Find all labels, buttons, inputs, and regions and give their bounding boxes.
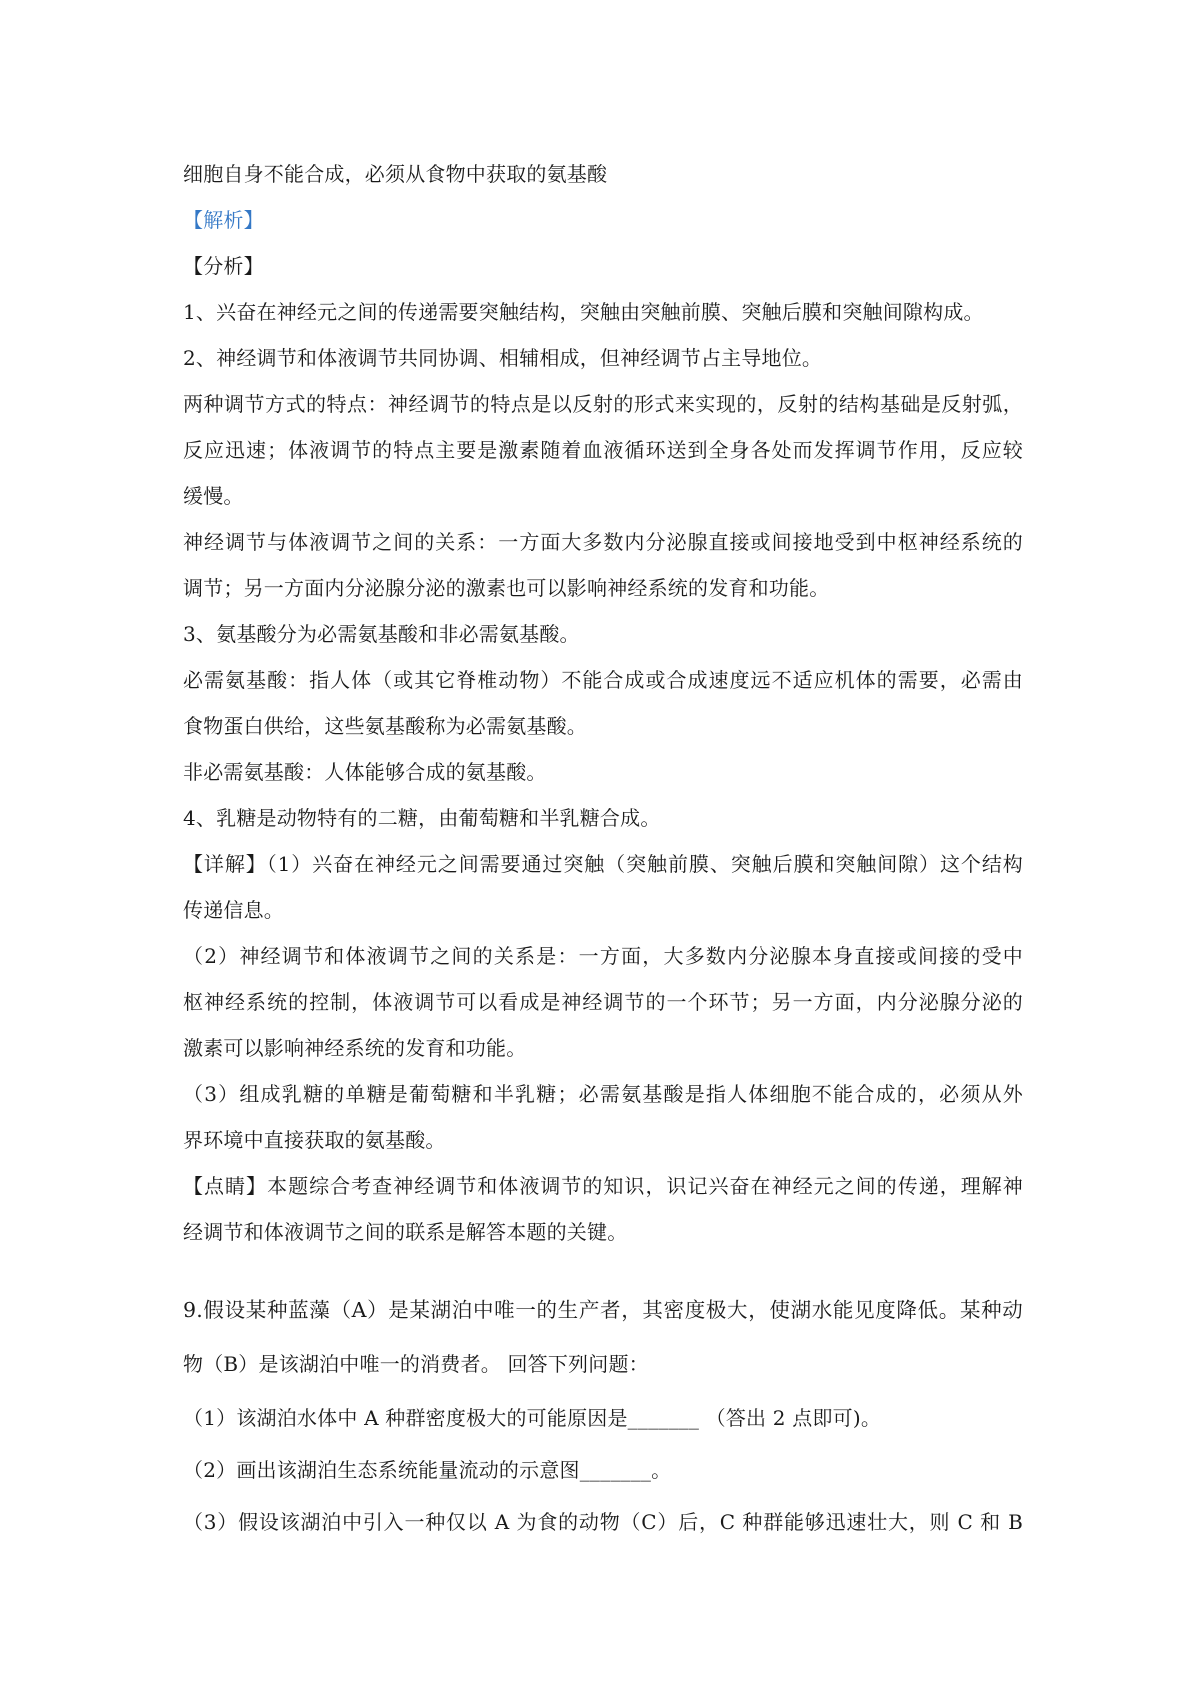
question-9-stem-continued: 物（B）是该湖泊中唯一的消费者。 回答下列问题： (183, 1352, 649, 1376)
text-line: 缓慢。 (183, 484, 244, 508)
text-line: 枢神经系统的控制，体液调节可以看成是神经调节的一个环节；另一方面，内分泌腺分泌的 (183, 990, 1023, 1014)
text-line: 非必需氨基酸：人体能够合成的氨基酸。 (183, 760, 547, 784)
text-line: 神经调节与体液调节之间的关系：一方面大多数内分泌腺直接或间接地受到中枢神经系统的 (183, 530, 1023, 554)
question-9-part-1: （1）该湖泊水体中 A 种群密度极大的可能原因是_______ （答出 2 点即可)。 (183, 1406, 882, 1430)
text-line: 必需氨基酸：指人体（或其它脊椎动物）不能合成或合成速度远不适应机体的需要，必需由 (183, 668, 1023, 692)
question-9-part-3: （3）假设该湖泊中引入一种仅以 A 为食的动物（C）后，C 种群能够迅速壮大，则 C 和 B (183, 1510, 1023, 1534)
text-line: 细胞自身不能合成，必须从食物中获取的氨基酸 (183, 162, 608, 186)
text-line: （3）组成乳糖的单糖是葡萄糖和半乳糖；必需氨基酸是指人体细胞不能合成的，必须从外 (183, 1082, 1023, 1106)
text-line: 【点睛】本题综合考查神经调节和体液调节的知识，识记兴奋在神经元之间的传递，理解神 (183, 1174, 1023, 1198)
section-heading-analysis: 【解析】 (183, 208, 264, 232)
text-line: 激素可以影响神经系统的发育和功能。 (183, 1036, 527, 1060)
text-line: 传递信息。 (183, 898, 284, 922)
text-line: 反应迅速；体液调节的特点主要是激素随着血液循环送到全身各处而发挥调节作用，反应较 (183, 438, 1023, 462)
text-line: 2、神经调节和体液调节共同协调、相辅相成，但神经调节占主导地位。 (183, 346, 823, 370)
subheading-fenxi: 【分析】 (183, 254, 264, 278)
text-line: 经调节和体液调节之间的联系是解答本题的关键。 (183, 1220, 628, 1244)
text-line: 两种调节方式的特点：神经调节的特点是以反射的形式来实现的，反射的结构基础是反射弧， (183, 392, 1023, 416)
text-line: 【详解】（1）兴奋在神经元之间需要通过突触（突触前膜、突触后膜和突触间隙）这个结构 (183, 852, 1023, 876)
text-line: 3、氨基酸分为必需氨基酸和非必需氨基酸。 (183, 622, 580, 646)
text-line: 界环境中直接获取的氨基酸。 (183, 1128, 446, 1152)
question-9-stem: 9.假设某种蓝藻（A）是某湖泊中唯一的生产者，其密度极大，使湖水能见度降低。某种动 (183, 1298, 1023, 1322)
text-line: 食物蛋白供给，这些氨基酸称为必需氨基酸。 (183, 714, 587, 738)
text-line: （2）神经调节和体液调节之间的关系是：一方面，大多数内分泌腺本身直接或间接的受中 (183, 944, 1023, 968)
text-line: 1、兴奋在神经元之间的传递需要突触结构，突触由突触前膜、突触后膜和突触间隙构成。 (183, 300, 984, 324)
text-line: 4、乳糖是动物特有的二糖，由葡萄糖和半乳糖合成。 (183, 806, 661, 830)
text-line: 调节；另一方面内分泌腺分泌的激素也可以影响神经系统的发育和功能。 (183, 576, 830, 600)
question-9-part-2: （2）画出该湖泊生态系统能量流动的示意图_______。 (183, 1458, 672, 1482)
